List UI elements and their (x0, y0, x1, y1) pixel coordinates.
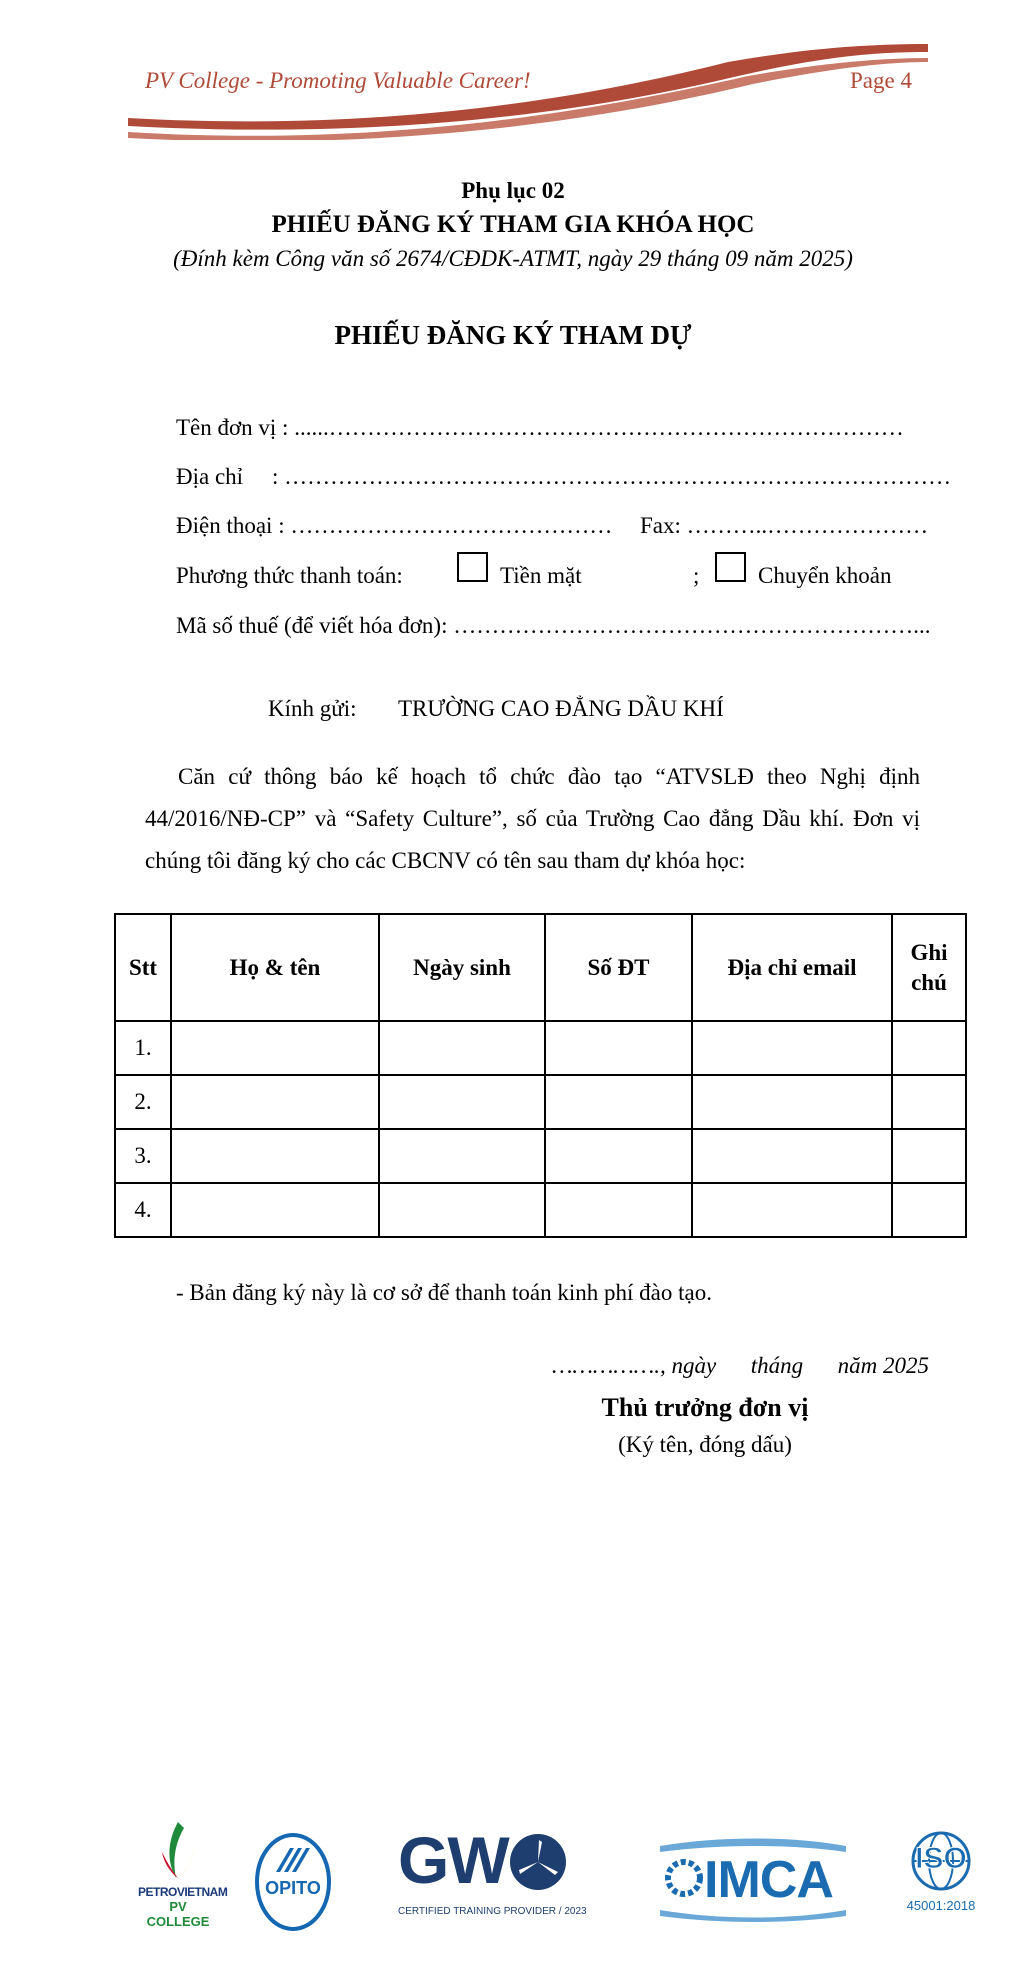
table-header-row (115, 914, 966, 1021)
cash-label: Tiền mặt (500, 563, 582, 588)
table-row (115, 1075, 966, 1129)
pv-college-text: PV COLLEGE (146, 1899, 210, 1929)
fax-field[interactable]: Fax: ………..………………… (640, 513, 929, 538)
petrovietnam-logo (138, 1822, 228, 1929)
payment-method-label: Phương thức thanh toán: (176, 563, 403, 588)
note-cell[interactable] (892, 1021, 966, 1075)
email-cell[interactable] (692, 1183, 892, 1237)
signature-title: Thủ trưởng đơn vị (601, 1393, 809, 1422)
header-stt: Stt (115, 914, 171, 1021)
header-phone: Số ĐT (545, 914, 692, 1021)
phone-cell[interactable] (545, 1129, 692, 1183)
row-number: 2. (115, 1075, 171, 1129)
email-cell[interactable] (692, 1129, 892, 1183)
payment-separator: ; (693, 563, 700, 588)
iso-caption: 45001:2018 (906, 1898, 976, 1913)
phone-cell[interactable] (545, 1021, 692, 1075)
birth-date-cell[interactable] (379, 1129, 545, 1183)
opito-text: OPITO (265, 1878, 321, 1898)
note-cell[interactable] (892, 1129, 966, 1183)
note-cell[interactable] (892, 1075, 966, 1129)
transfer-label: Chuyển khoản (758, 563, 892, 588)
header-birth-date: Ngày sinh (379, 914, 545, 1021)
name-cell[interactable] (171, 1021, 379, 1075)
phone-cell[interactable] (545, 1075, 692, 1129)
address-field[interactable]: : …………………………………………………………………………… (272, 464, 952, 489)
note-cell[interactable] (892, 1183, 966, 1237)
row-number: 3. (115, 1129, 171, 1183)
page-number: Page 4 (850, 68, 912, 93)
iso-logo (906, 1830, 976, 1930)
email-cell[interactable] (692, 1075, 892, 1129)
address-label: Địa chỉ (176, 464, 244, 489)
table-row (115, 1129, 966, 1183)
phone-field[interactable]: Điện thoại : …………………………………… (176, 513, 613, 538)
header-full-name: Họ & tên (171, 914, 379, 1021)
attachment-reference: (Đính kèm Công văn số 2674/CĐDK-ATMT, ngày 29 tháng 09 năm 2025) (173, 246, 853, 271)
table-row (115, 1021, 966, 1075)
cash-checkbox[interactable] (457, 552, 488, 582)
iso-text: ISO (915, 1842, 967, 1875)
name-cell[interactable] (171, 1129, 379, 1183)
table-row (115, 1183, 966, 1237)
signature-date-line: ……………., ngày tháng năm 2025 (552, 1353, 929, 1378)
row-number: 4. (115, 1183, 171, 1237)
body-paragraph: Căn cứ thông báo kế hoạch tổ chức đào tạo “ATVSLĐ theo Nghị định 44/2016/NĐ-CP” và “Safety Culture”, số của Trường Cao đẳng Dầu khí. Đơn vị chúng tôi đăng ký cho các CBCNV có tên sau tham dự khóa học: (145, 764, 920, 873)
header-tagline: PV College - Promoting Valuable Career! (145, 68, 531, 93)
birth-date-cell[interactable] (379, 1021, 545, 1075)
header-note: Ghi chú (892, 914, 966, 1021)
wind-turbine-icon (508, 1832, 568, 1892)
email-cell[interactable] (692, 1021, 892, 1075)
recipient-label: Kính gửi: (268, 696, 357, 721)
gwo-logo (398, 1823, 587, 1928)
tax-code-field[interactable]: Mã số thuế (để viết hóa đơn): ……………………………………………………... (176, 613, 931, 638)
petrovietnam-text: PETROVIETNAM (138, 1885, 228, 1899)
name-cell[interactable] (171, 1183, 379, 1237)
birth-date-cell[interactable] (379, 1075, 545, 1129)
form-heading: PHIẾU ĐĂNG KÝ THAM DỰ (334, 320, 692, 350)
petrovietnam-leaf-icon (138, 1822, 218, 1880)
signature-instruction: (Ký tên, đóng dấu) (618, 1432, 792, 1457)
imca-logo (660, 1832, 846, 1922)
opito-logo (254, 1832, 332, 1932)
registration-table (114, 913, 967, 1238)
recipient-name: TRƯỜNG CAO ĐẲNG DẦU KHÍ (398, 696, 724, 721)
name-cell[interactable] (171, 1075, 379, 1129)
phone-cell[interactable] (545, 1183, 692, 1237)
unit-name-field[interactable]: Tên đơn vị : ......………………………………………………………………… (176, 415, 904, 440)
birth-date-cell[interactable] (379, 1183, 545, 1237)
payment-note: - Bản đăng ký này là cơ sở để thanh toán kinh phí đào tạo. (176, 1280, 712, 1305)
gwo-text: GW (398, 1823, 508, 1897)
gwo-caption: CERTIFIED TRAINING PROVIDER / 2023 (398, 1906, 587, 1917)
form-name: PHIẾU ĐĂNG KÝ THAM GIA KHÓA HỌC (271, 211, 755, 238)
row-number: 1. (115, 1021, 171, 1075)
header-email: Địa chỉ email (692, 914, 892, 1021)
imca-text: IMCA (704, 1851, 833, 1909)
transfer-checkbox[interactable] (715, 552, 746, 582)
appendix-label: Phụ lục 02 (461, 178, 565, 203)
